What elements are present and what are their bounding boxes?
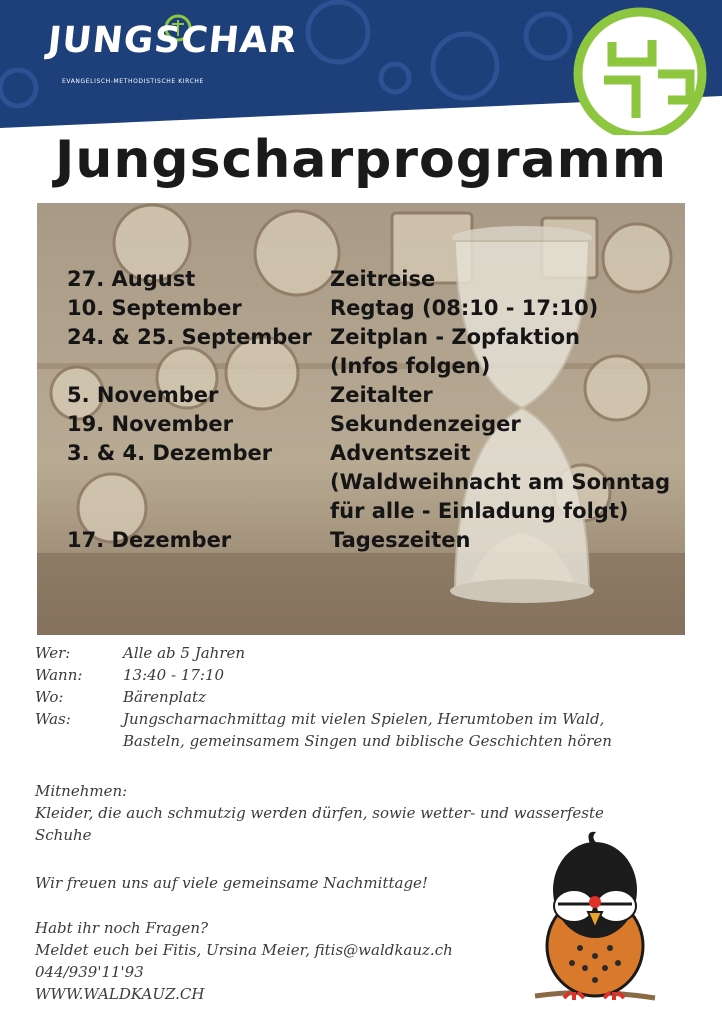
- schedule-list: [37, 203, 685, 635]
- contact-question: Habt ihr noch Fragen?: [35, 919, 209, 937]
- logo-subtitle: EVANGELISCH-METHODISTISCHE KIRCHE: [62, 78, 204, 85]
- schedule-date: 5. November: [67, 383, 219, 407]
- schedule-row: [37, 528, 685, 556]
- schedule-row: [37, 383, 685, 411]
- schedule-event: Adventszeit: [330, 441, 471, 465]
- info-value: Jungscharnachmittag mit vielen Spielen, Herumtoben im Wald,: [123, 710, 605, 728]
- info-value: 13:40 - 17:10: [123, 666, 225, 684]
- schedule-event: Zeitreise: [330, 267, 436, 291]
- schedule-date: 24. & 25. September: [67, 325, 312, 349]
- mitnehmen-line: Kleider, die auch schmutzig werden dürfen, sowie wetter- und wasserfeste: [35, 804, 604, 822]
- schedule-event: Sekundenzeiger: [330, 412, 521, 436]
- closing-text: Wir freuen uns auf viele gemeinsame Nachmittage!: [35, 874, 428, 892]
- info-value: Basteln, gemeinsamem Singen und biblische Geschichten hören: [123, 732, 612, 750]
- schedule-event: für alle - Einladung folgt): [330, 499, 629, 523]
- schedule-row: [37, 470, 685, 498]
- contact-phone: 044/939'11'93: [35, 963, 144, 981]
- schedule-row: [37, 354, 685, 382]
- contact-website: WWW.WALDKAUZ.CH: [35, 985, 205, 1003]
- schedule-date: 10. September: [67, 296, 242, 320]
- info-wer: [35, 644, 715, 666]
- schedule-row: [37, 412, 685, 440]
- mitnehmen-line: Schuhe: [35, 826, 92, 844]
- info-value: Alle ab 5 Jahren: [123, 644, 246, 662]
- contact-line: Meldet euch bei Fitis, Ursina Meier, fitis@waldkauz.ch: [35, 941, 453, 959]
- schedule-event: (Infos folgen): [330, 354, 491, 378]
- info-label: Was:: [35, 710, 71, 728]
- schedule-row: [37, 441, 685, 469]
- info-wann: [35, 666, 715, 688]
- schedule-row: [37, 267, 685, 295]
- schedule-event: (Waldweihnacht am Sonntag: [330, 470, 671, 494]
- info-value: Bärenplatz: [123, 688, 206, 706]
- info-was: [35, 710, 715, 754]
- header-banner: [0, 0, 722, 135]
- schedule-date: 27. August: [67, 267, 196, 291]
- info-label: Wann:: [35, 666, 83, 684]
- owl-mascot-icon: [530, 828, 660, 1008]
- info-wo: [35, 688, 715, 710]
- clocks-photo: [37, 203, 685, 635]
- info-label: Wo:: [35, 688, 64, 706]
- schedule-row: [37, 296, 685, 324]
- schedule-row: [37, 325, 685, 353]
- schedule-date: 3. & 4. Dezember: [67, 441, 273, 465]
- schedule-event: Regtag (08:10 - 17:10): [330, 296, 599, 320]
- schedule-event: Zeitalter: [330, 383, 433, 407]
- schedule-row: [37, 499, 685, 527]
- info-label: Wer:: [35, 644, 71, 662]
- logo-text: JUNGSCHAR: [45, 20, 300, 61]
- schedule-date: 19. November: [67, 412, 233, 436]
- mitnehmen-heading: Mitnehmen:: [35, 782, 128, 800]
- page-title: Jungscharprogramm: [54, 130, 668, 190]
- schedule-date: 17. Dezember: [67, 528, 232, 552]
- logo-emblem-icon: [578, 12, 702, 135]
- schedule-event: Tageszeiten: [330, 528, 471, 552]
- schedule-event: Zeitplan - Zopfaktion: [330, 325, 580, 349]
